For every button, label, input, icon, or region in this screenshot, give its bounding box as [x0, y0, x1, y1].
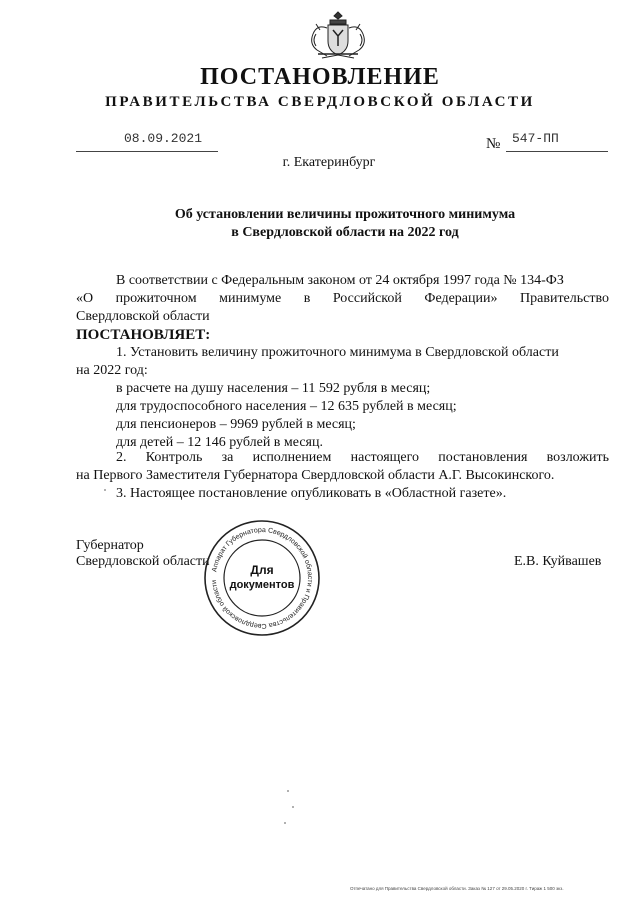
signature-role-line-2: Свердловской области	[76, 554, 210, 569]
stamp-center-line-2: документов	[229, 579, 295, 591]
number-sign: №	[486, 136, 501, 152]
decree-word: ПОСТАНОВЛЯЕТ:	[76, 327, 211, 343]
stamp-center-line-1: Для	[250, 563, 274, 577]
document-number: 547-ПП	[512, 131, 559, 146]
signatory-name: Е.В. Куйвашев	[514, 554, 602, 569]
stamp-ring-text	[211, 527, 313, 629]
number-underline	[506, 151, 608, 152]
scan-speck	[284, 822, 286, 824]
item-1-line-2: на 2022 год:	[76, 363, 148, 378]
intro-line-2: «О прожиточном минимуме в Российской Федерации» Правительство	[76, 291, 609, 306]
date-underline	[76, 151, 218, 152]
bullet-working-age: для трудоспособного населения – 12 635 рублей в месяц;	[116, 399, 457, 414]
heading-line-1: Об установлении величины прожиточного минимума	[174, 207, 516, 222]
signature-role-line-1: Губернатор	[76, 538, 144, 553]
city: г. Екатеринбург	[282, 155, 376, 170]
bullet-per-capita: в расчете на душу населения – 11 592 рубля в месяц;	[116, 381, 431, 396]
official-stamp	[203, 519, 321, 637]
intro-line-3: Свердловской области	[76, 309, 210, 324]
print-footer: Отпечатано для Правительства Свердловской области. Заказ № 127 от 29.05.2020 г. Тираж 1 500 экз.	[350, 886, 564, 891]
item-1-line-1: 1. Установить величину прожиточного минимума в Свердловской области	[116, 345, 559, 360]
bullet-children: для детей – 12 146 рублей в месяц.	[116, 435, 323, 450]
bullet-pensioners: для пенсионеров – 9969 рублей в месяц;	[116, 417, 356, 432]
heading-line-2: в Свердловской области на 2022 год	[231, 225, 459, 240]
scan-speck	[287, 790, 289, 792]
document-date: 08.09.2021	[124, 131, 203, 146]
intro-line-1: В соответствии с Федеральным законом от 24 октября 1997 года № 134-ФЗ	[116, 273, 564, 288]
item-2-line-1: 2. Контроль за исполнением настоящего постановления возложить	[116, 450, 609, 465]
scan-speck	[104, 489, 106, 491]
item-2-line-2: на Первого Заместителя Губернатора Свердловской области А.Г. Высокинского.	[76, 468, 555, 483]
document-title: ПОСТАНОВЛЕНИЕ	[200, 64, 440, 90]
coat-of-arms-icon	[300, 8, 376, 64]
document-subtitle: ПРАВИТЕЛЬСТВА СВЕРДЛОВСКОЙ ОБЛАСТИ	[105, 94, 535, 110]
item-3: 3. Настоящее постановление опубликовать в «Областной газете».	[116, 486, 507, 501]
scan-speck	[292, 806, 294, 808]
stamp-ring-textpath: Аппарат Губернатора Свердловской области и Правительства Свердловской области	[211, 526, 314, 630]
